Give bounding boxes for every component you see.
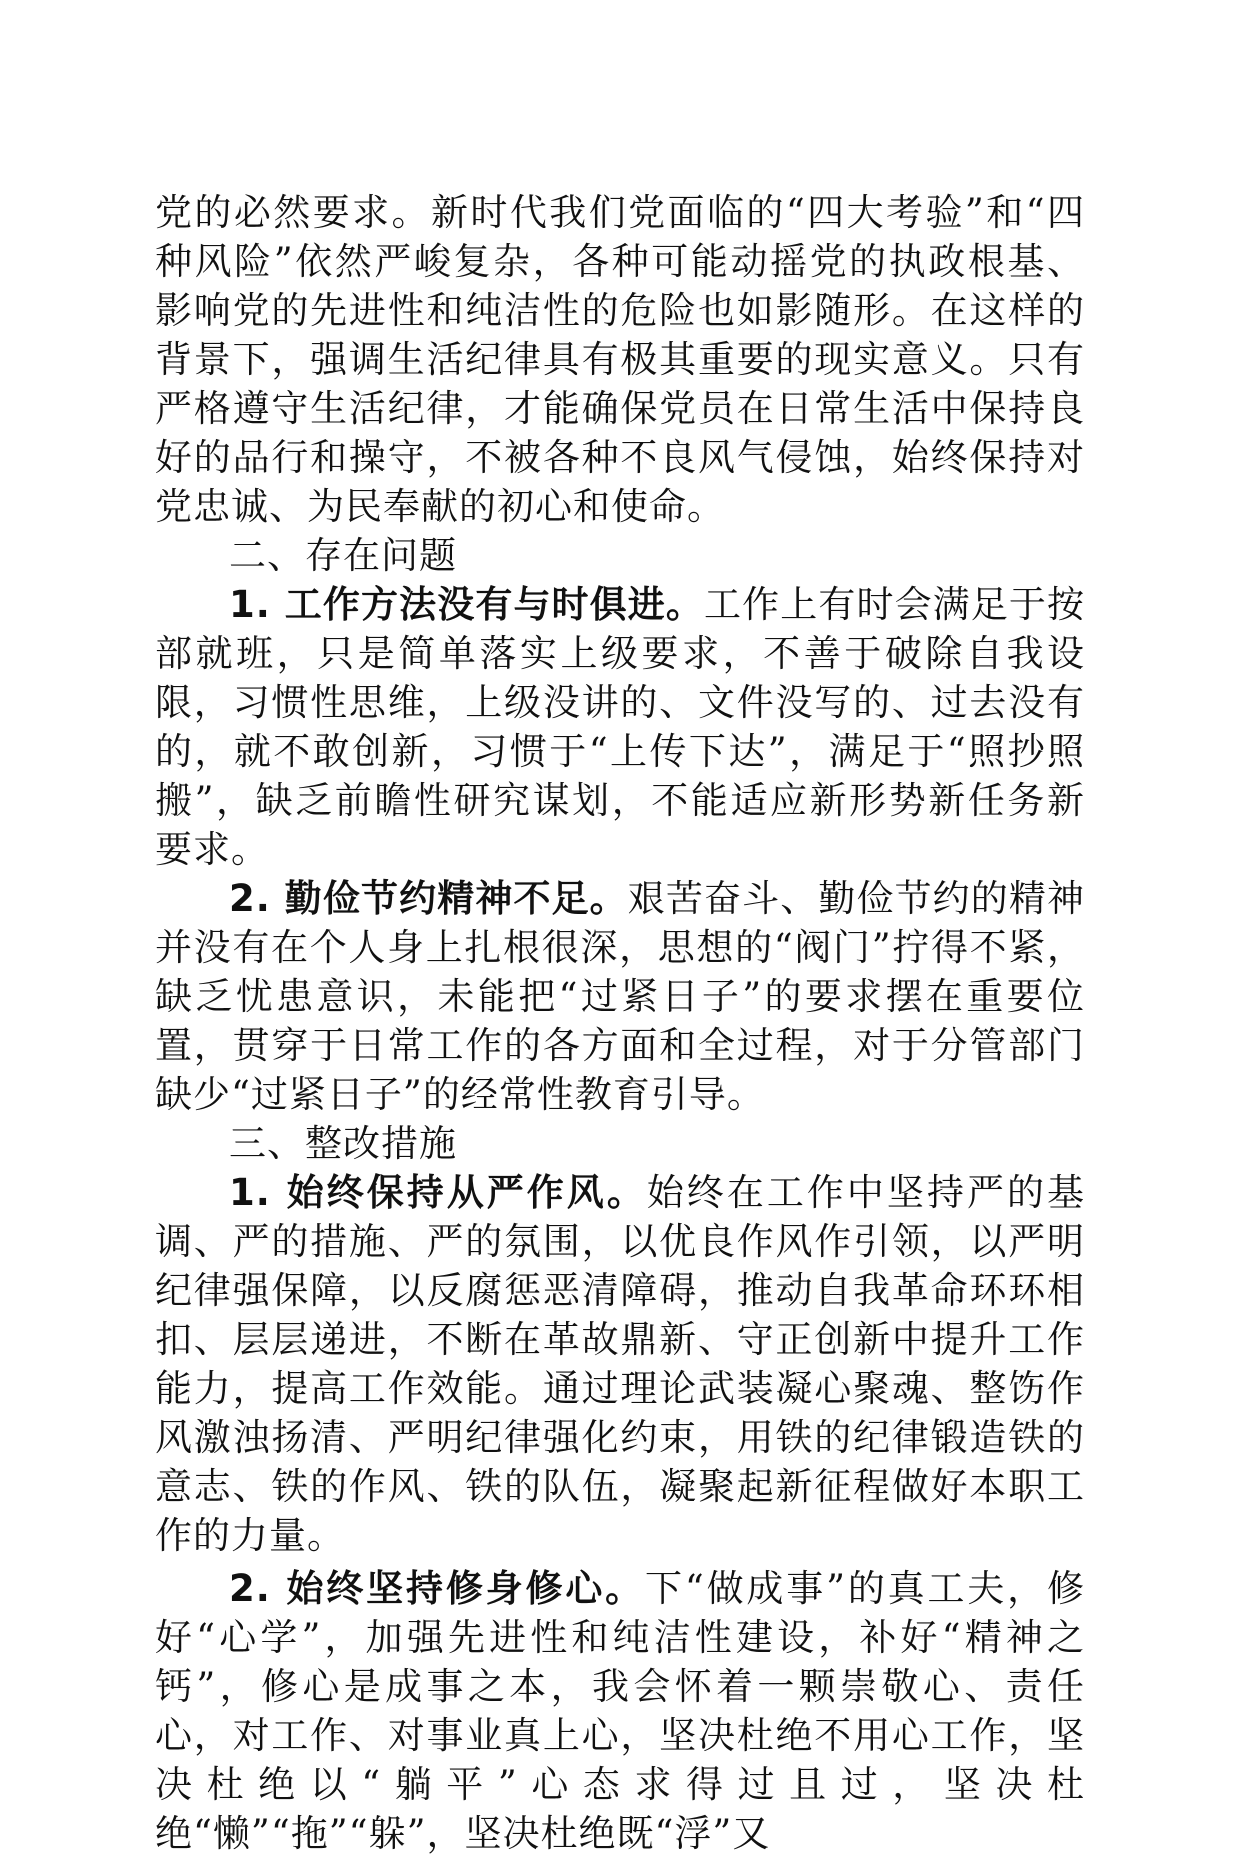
item-lead: 1. 工作方法没有与时俱进。 bbox=[229, 583, 705, 626]
item-lead: 2. 始终坚持修身修心。 bbox=[229, 1567, 645, 1610]
section-heading-problems: 二、存在问题 bbox=[229, 534, 457, 577]
list-item bbox=[155, 1168, 1085, 1560]
item-text: 工作上有时会满足于按部就班，只是简单落实上级要求，不善于破除自我设限，习惯性思维，上级没讲的、文件没写的、过去没有的，就不敢创新，习惯于“上传下达”，满足于“照抄照搬”，缺乏前瞻性研究谋划，不能适应新形势新任务新要求。 bbox=[155, 583, 1086, 871]
list-item bbox=[155, 1564, 1085, 1858]
list-item bbox=[155, 580, 1085, 874]
list-item bbox=[155, 874, 1085, 1119]
item-lead: 1. 始终保持从严作风。 bbox=[229, 1171, 647, 1214]
item-lead: 2. 勤俭节约精神不足。 bbox=[229, 877, 628, 920]
body-paragraph: 党的必然要求。新时代我们党面临的“四大考验”和“四种风险”依然严峻复杂，各种可能动摇党的执政根基、影响党的先进性和纯洁性的危险也如影随形。在这样的背景下，强调生活纪律具有极其重要的现实意义。只有严格遵守生活纪律，才能确保党员在日常生活中保持良好的品行和操守，不被各种不良风气侵蚀，始终保持对党忠诚、为民奉献的初心和使命。 bbox=[155, 191, 1085, 528]
item-text: 艰苦奋斗、勤俭节约的精神并没有在个人身上扎根很深，思想的“阀门”拧得不紧，缺乏忧患意识，未能把“过紧日子”的要求摆在重要位置，贯穿于日常工作的各方面和全过程，对于分管部门缺少“过紧日子”的经常性教育引导。 bbox=[155, 877, 1086, 1116]
item-text: 始终在工作中坚持严的基调、严的措施、严的氛围，以优良作风作引领，以严明纪律强保障，以反腐惩恶清障碍，推动自我革命环环相扣、层层递进，不断在革故鼎新、守正创新中提升工作能力，提高工作效能。通过理论武装凝心聚魂、整饬作风激浊扬清、严明纪律强化约束，用铁的纪律锻造铁的意志、铁的作风、铁的队伍，凝聚起新征程做好本职工作的力量。 bbox=[155, 1171, 1085, 1557]
document-body bbox=[155, 188, 1085, 1858]
item-text: 下“做成事”的真工夫，修好“心学”，加强先进性和纯洁性建设，补好“精神之钙”，修心是成事之本，我会怀着一颗崇敬心、责任心，对工作、对事业真上心，坚决杜绝不用心工作，坚决杜绝以“躺平”心态求得过且过，坚决杜绝“懒”“拖”“躲”，坚决杜绝既“浮”又 bbox=[155, 1567, 1085, 1855]
section-heading-measures: 三、整改措施 bbox=[229, 1122, 457, 1165]
